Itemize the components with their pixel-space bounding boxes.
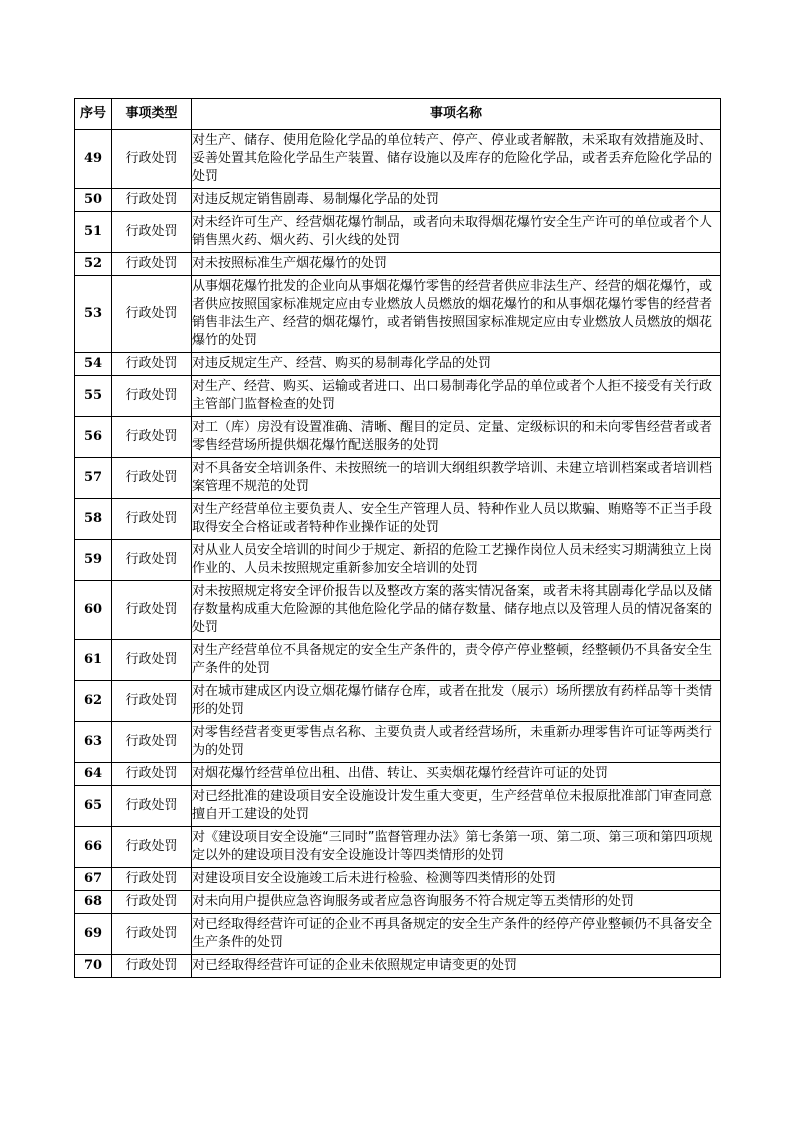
row-name: 对生产经营单位主要负责人、安全生产管理人员、特种作业人员以欺骗、贿赂等不正当手段取得安全合格证或者特种作业操作证的处罚 [192, 499, 721, 540]
row-no: 70 [75, 955, 112, 978]
table-header-row [75, 99, 721, 130]
row-no: 61 [75, 640, 112, 681]
row-name: 对《建设项目安全设施“三同时”监督管理办法》第七条第一项、第二项、第三项和第四项规定以外的建设项目没有安全设施设计等四类情形的处罚 [192, 827, 721, 868]
row-no: 62 [75, 681, 112, 722]
row-type: 行政处罚 [112, 581, 192, 640]
table-row [75, 914, 721, 955]
row-type: 行政处罚 [112, 276, 192, 353]
row-name: 对已经批准的建设项目安全设施设计发生重大变更，生产经营单位未报原批准部门审查同意擅自开工建设的处罚 [192, 786, 721, 827]
row-type: 行政处罚 [112, 640, 192, 681]
row-type: 行政处罚 [112, 827, 192, 868]
row-name: 对未向用户提供应急咨询服务或者应急咨询服务不符合规定等五类情形的处罚 [192, 891, 721, 914]
row-no: 66 [75, 827, 112, 868]
row-no: 55 [75, 376, 112, 417]
row-name: 对生产、经营、购买、运输或者进口、出口易制毒化学品的单位或者个人拒不接受有关行政主管部门监督检查的处罚 [192, 376, 721, 417]
row-name: 对未按照标准生产烟花爆竹的处罚 [192, 253, 721, 276]
table-row [75, 955, 721, 978]
row-no: 49 [75, 130, 112, 189]
row-no: 69 [75, 914, 112, 955]
row-type: 行政处罚 [112, 189, 192, 212]
row-type: 行政处罚 [112, 353, 192, 376]
table-row [75, 786, 721, 827]
table-row [75, 827, 721, 868]
table-row [75, 891, 721, 914]
row-name: 对未经许可生产、经营烟花爆竹制品，或者向未取得烟花爆竹安全生产许可的单位或者个人销售黑火药、烟火药、引火线的处罚 [192, 212, 721, 253]
row-no: 51 [75, 212, 112, 253]
row-name: 对违反规定销售剧毒、易制爆化学品的处罚 [192, 189, 721, 212]
row-type: 行政处罚 [112, 376, 192, 417]
row-no: 59 [75, 540, 112, 581]
row-type: 行政处罚 [112, 130, 192, 189]
table-row [75, 681, 721, 722]
table-row [75, 376, 721, 417]
table-row [75, 763, 721, 786]
table-row [75, 130, 721, 189]
row-type: 行政处罚 [112, 868, 192, 891]
row-no: 52 [75, 253, 112, 276]
row-type: 行政处罚 [112, 499, 192, 540]
row-no: 57 [75, 458, 112, 499]
row-type: 行政处罚 [112, 763, 192, 786]
row-type: 行政处罚 [112, 212, 192, 253]
row-no: 63 [75, 722, 112, 763]
table-row [75, 253, 721, 276]
row-type: 行政处罚 [112, 914, 192, 955]
row-no: 54 [75, 353, 112, 376]
header-no: 序号 [75, 99, 112, 130]
row-name: 对已经取得经营许可证的企业不再具备规定的安全生产条件的经停产停业整顿仍不具备安全生产条件的处罚 [192, 914, 721, 955]
row-name: 对从业人员安全培训的时间少于规定、新招的危险工艺操作岗位人员未经实习期满独立上岗作业的、人员未按照规定重新参加安全培训的处罚 [192, 540, 721, 581]
row-name: 对烟花爆竹经营单位出租、出借、转让、买卖烟花爆竹经营许可证的处罚 [192, 763, 721, 786]
row-no: 64 [75, 763, 112, 786]
table-row [75, 722, 721, 763]
row-name: 对生产、储存、使用危险化学品的单位转产、停产、停业或者解散，未采取有效措施及时、妥善处置其危险化学品生产装置、储存设施以及库存的危险化学品，或者丢弃危险化学品的处罚 [192, 130, 721, 189]
row-type: 行政处罚 [112, 458, 192, 499]
row-no: 60 [75, 581, 112, 640]
row-name: 对不具备安全培训条件、未按照统一的培训大纲组织教学培训、未建立培训档案或者培训档案管理不规范的处罚 [192, 458, 721, 499]
table-row [75, 353, 721, 376]
row-name: 对在城市建成区内设立烟花爆竹储存仓库，或者在批发（展示）场所摆放有药样品等十类情形的处罚 [192, 681, 721, 722]
table-row [75, 868, 721, 891]
table-row [75, 212, 721, 253]
table-row [75, 640, 721, 681]
row-name: 对零售经营者变更零售点名称、主要负责人或者经营场所，未重新办理零售许可证等两类行为的处罚 [192, 722, 721, 763]
row-no: 58 [75, 499, 112, 540]
row-name: 对生产经营单位不具备规定的安全生产条件的，责令停产停业整顿，经整顿仍不具备安全生产条件的处罚 [192, 640, 721, 681]
table-row [75, 458, 721, 499]
row-type: 行政处罚 [112, 253, 192, 276]
row-type: 行政处罚 [112, 417, 192, 458]
row-name: 对未按照规定将安全评价报告以及整改方案的落实情况备案，或者未将其剧毒化学品以及储存数量构成重大危险源的其他危险化学品的储存数量、储存地点以及管理人员的情况备案的处罚 [192, 581, 721, 640]
row-type: 行政处罚 [112, 786, 192, 827]
row-name: 对违反规定生产、经营、购买的易制毒化学品的处罚 [192, 353, 721, 376]
row-no: 53 [75, 276, 112, 353]
row-no: 50 [75, 189, 112, 212]
table-row [75, 581, 721, 640]
items-table [74, 98, 721, 978]
header-type: 事项类型 [112, 99, 192, 130]
row-no: 67 [75, 868, 112, 891]
header-name: 事项名称 [192, 99, 721, 130]
row-name: 对工（库）房没有设置准确、清晰、醒目的定员、定量、定级标识的和未向零售经营者或者零售经营场所提供烟花爆竹配送服务的处罚 [192, 417, 721, 458]
table-row [75, 189, 721, 212]
row-type: 行政处罚 [112, 722, 192, 763]
row-type: 行政处罚 [112, 891, 192, 914]
table-row [75, 499, 721, 540]
table-row [75, 540, 721, 581]
row-type: 行政处罚 [112, 955, 192, 978]
table-row [75, 276, 721, 353]
row-name: 对已经取得经营许可证的企业未依照规定申请变更的处罚 [192, 955, 721, 978]
row-name: 对建设项目安全设施竣工后未进行检验、检测等四类情形的处罚 [192, 868, 721, 891]
table-row [75, 417, 721, 458]
row-no: 56 [75, 417, 112, 458]
row-no: 68 [75, 891, 112, 914]
row-type: 行政处罚 [112, 540, 192, 581]
row-no: 65 [75, 786, 112, 827]
row-type: 行政处罚 [112, 681, 192, 722]
row-name: 从事烟花爆竹批发的企业向从事烟花爆竹零售的经营者供应非法生产、经营的烟花爆竹，或者供应按照国家标准规定应由专业燃放人员燃放的烟花爆竹的和从事烟花爆竹零售的经营者销售非法生产、经营的烟花爆竹，或者销售按照国家标准规定应由专业燃放人员燃放的烟花爆竹的处罚 [192, 276, 721, 353]
